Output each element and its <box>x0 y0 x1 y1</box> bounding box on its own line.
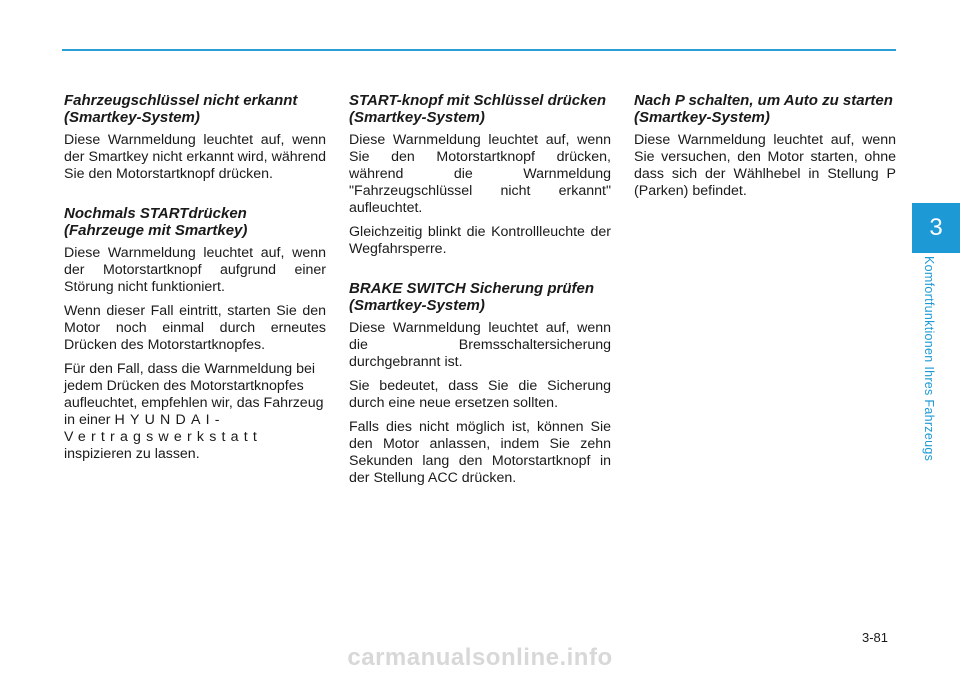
header-rule <box>62 49 896 51</box>
chapter-number: 3 <box>929 214 943 241</box>
section-heading: Nach P schalten, um Auto zu starten (Smartkey-System) <box>634 92 893 126</box>
chapter-tab <box>912 203 960 253</box>
paragraph-text: inspizieren zu lassen. <box>64 446 200 462</box>
paragraph: Diese Warnmeldung leuchtet auf, wenn der Smartkey nicht erkannt wird, während Sie den Motorstartknopf drücken. <box>64 132 326 182</box>
section-heading: BRAKE SWITCH Sicherung prüfen (Smartkey-System) <box>349 280 595 314</box>
paragraph: Wenn dieser Fall eintritt, starten Sie den Motor noch einmal durch erneutes Drücken des Motorstartknopfes. <box>64 303 326 353</box>
dealer-name: HYUNDAI-Vertragswerkstatt <box>64 412 262 445</box>
paragraph-text: Für den Fall, dass die Warnmeldung bei jedem Drücken des Motorstartknopfes aufleuchtet, empfehlen wir, das Fahrzeug in einer <box>64 361 324 428</box>
page-number: 3-81 <box>861 630 888 645</box>
chapter-title: Komfortfunktionen Ihres Fahrzeugs <box>922 256 936 462</box>
section-heading: START-knopf mit Schlüssel drücken (Smartkey-System) <box>349 92 606 126</box>
paragraph: Diese Warnmeldung leuchtet auf, wenn der Motorstartknopf aufgrund einer Störung nicht funktioniert. <box>64 245 326 295</box>
section-press-start-again <box>64 205 326 463</box>
paragraph <box>64 361 326 463</box>
paragraph: Sie bedeutet, dass Sie die Sicherung durch eine neue ersetzen sollten. <box>349 378 611 411</box>
paragraph: Diese Warnmeldung leuchtet auf, wenn Sie versuchen, den Motor starten, ohne dass sich der Wählhebel in Stellung P (Parken) befindet. <box>634 132 896 199</box>
column-left <box>64 92 326 485</box>
section-brake-switch-fuse <box>349 280 611 487</box>
section-shift-to-p <box>634 92 896 200</box>
section-heading: Fahrzeugschlüssel nicht erkannt (Smartkey-System) <box>64 92 298 126</box>
section-key-not-detected <box>64 92 326 183</box>
paragraph: Falls dies nicht möglich ist, können Sie den Motor anlassen, indem Sie zehn Sekunden lang den Motorstartknopf in der Stellung ACC drücken. <box>349 419 611 486</box>
paragraph: Diese Warnmeldung leuchtet auf, wenn die Bremsschaltersicherung durchgebrannt ist. <box>349 320 611 370</box>
section-start-with-key <box>349 92 611 258</box>
column-middle <box>349 92 611 509</box>
column-right <box>634 92 896 222</box>
section-heading: Nochmals STARTdrücken (Fahrzeuge mit Smartkey) <box>64 205 248 239</box>
watermark: carmanualsonline.info <box>347 644 613 671</box>
paragraph: Diese Warnmeldung leuchtet auf, wenn Sie den Motorstartknopf drücken, während die Warnmeldung "Fahrzeugschlüssel nicht erkannt" aufleuchtet. <box>349 132 611 216</box>
paragraph: Gleichzeitig blinkt die Kontrollleuchte der Wegfahrsperre. <box>349 224 611 257</box>
